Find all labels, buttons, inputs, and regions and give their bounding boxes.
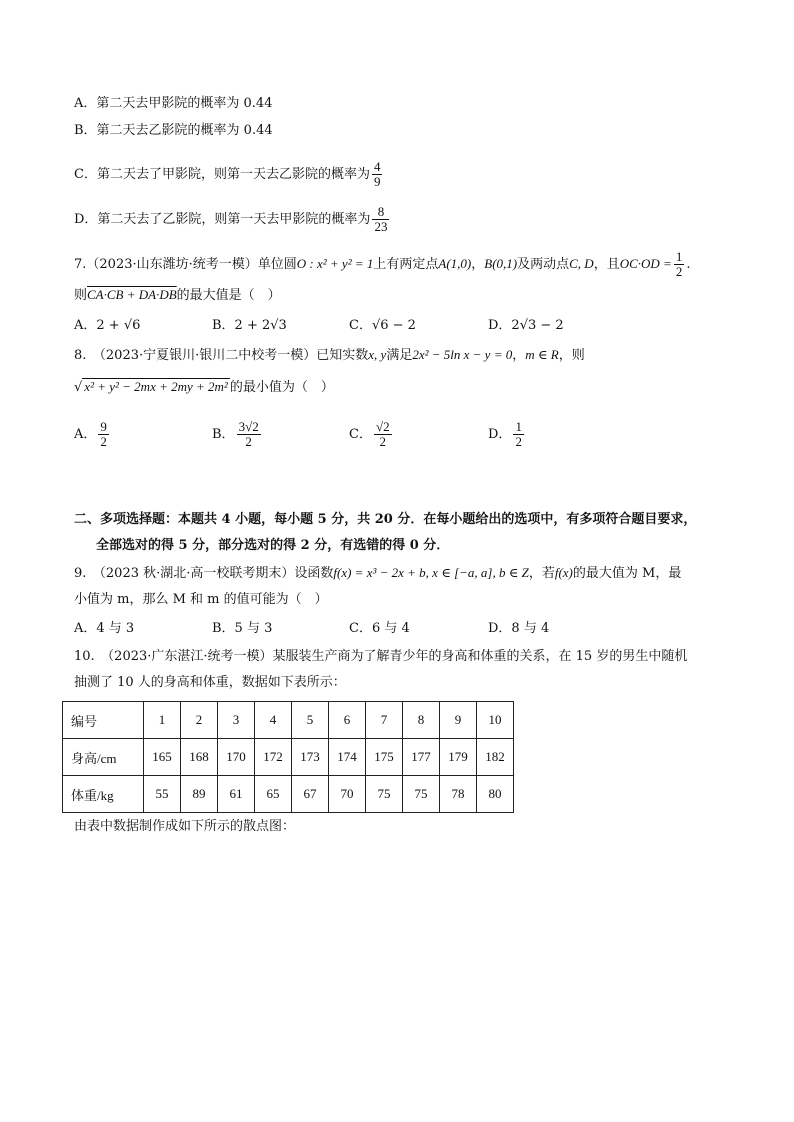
table-cell: 78 [440,776,477,813]
table-cell: 80 [477,776,514,813]
table-cell: 89 [181,776,218,813]
table-cell: 55 [144,776,181,813]
q7-option-d: D．2√3 − 2 [488,318,564,333]
table-cell: 179 [440,739,477,776]
table-cell: 177 [403,739,440,776]
q8-option-a: A． $\frac{9}{2}$ [74,419,107,449]
table-header-cell: 体重/kg [63,776,144,813]
q9-option-a: A．4 与 3 [74,621,135,636]
table-cell: 8 [403,702,440,739]
table-cell: 165 [144,739,181,776]
q10-stem-line2: 抽测了 10 人的身高和体重，数据如下表所示： [74,675,346,690]
table-cell: 168 [181,739,218,776]
table-cell: 182 [477,739,514,776]
q7-cond-fraction: $\frac{1}{2}$ [675,249,683,279]
table-cell: 10 [477,702,514,739]
table-cell: 7 [366,702,403,739]
q7-stem-line1: 7.（2023·山东潍坊·统考一模）单位圆O : x² + y² = 1上有两定点A(1,0)，B(0,1)及两动点C, D，且OC·OD = $\frac{1}{2}$ . [74,249,691,279]
table-cell: 4 [255,702,292,739]
q6-option-c: C．第二天去了甲影院，则第一天去乙影院的概率为 $\frac{4}{9}$ [74,159,381,189]
q9-option-d: D．8 与 4 [488,621,550,636]
table-cell: 75 [403,776,440,813]
table-row-height [63,739,514,776]
q7-option-c: C．√6 − 2 [349,318,416,333]
q9-stem-line1: 9. （2023 秋·湖北·高一校联考期末）设函数f(x) = x³ − 2x + b, x ∈ [−a, a], b ∈ Z，若f(x)的最大值为 M，最 [74,565,682,581]
q8-stem-line2: √ x² + y² − 2mx + 2my + 2m² 的最小值为（ ） [74,379,334,395]
table-cell: 65 [255,776,292,813]
table-header-cell: 身高/cm [63,739,144,776]
q8-option-b: B． $\frac{3√2}{2}$ [212,419,259,449]
table-cell: 75 [366,776,403,813]
q7-option-a: A．2 + √6 [74,318,141,333]
q9-stem-line2: 小值为 m，那么 M 和 m 的值可能为（ ） [74,592,328,607]
q6-option-b: B．第二天去乙影院的概率为 0.44 [74,123,273,138]
table-header-cell: 编号 [63,702,144,739]
table-cell: 170 [218,739,255,776]
section2-heading-line2: 全部选对的得 5 分，部分选对的得 2 分，有选错的得 0 分． [96,538,450,553]
q7-stem-line2: 则CA·CB + DA·DB的最大值是（ ） [74,287,281,303]
q6-option-d: D．第二天去了乙影院，则第一天去甲影院的概率为 $\frac{8}{23}$ [74,204,388,234]
table-cell: 5 [292,702,329,739]
q7-option-b: B．2 + 2√3 [212,318,287,333]
table-cell: 175 [366,739,403,776]
table-cell: 70 [329,776,366,813]
q6-option-a: A．第二天去甲影院的概率为 0.44 [74,96,273,111]
q6-c-fraction: $\frac{4}{9}$ [373,159,381,189]
table-row-id [63,702,514,739]
table-cell: 2 [181,702,218,739]
q10-stem-line1: 10. （2023·广东湛江·统考一模）某服装生产商为了解青少年的身高和体重的关系，在 15 岁的男生中随机 [74,649,688,664]
table-cell: 174 [329,739,366,776]
table-cell: 6 [329,702,366,739]
q8-option-d: D． $\frac{1}{2}$ [488,419,522,449]
q8-stem-line1: 8. （2023·宁夏银川·银川二中校考一模）已知实数x, y满足2x² − 5ln x − y = 0，m ∈ R，则 [74,347,585,363]
table-cell: 172 [255,739,292,776]
table-cell: 67 [292,776,329,813]
table-cell: 1 [144,702,181,739]
height-weight-table [62,701,514,813]
q6-d-fraction: $\frac{8}{23}$ [374,204,388,234]
q10-after-table: 由表中数据制作成如下所示的散点图： [74,819,296,834]
q9-option-c: C．6 与 4 [349,621,410,636]
section2-heading-line1: 二、多项选择题：本题共 4 小题，每小题 5 分，共 20 分．在每小题给出的选项中，有多项符合题目要求， [74,512,697,527]
table-cell: 9 [440,702,477,739]
table-cell: 61 [218,776,255,813]
q9-option-b: B．5 与 3 [212,621,273,636]
q8-option-c: C． $\frac{√2}{2}$ [349,419,390,449]
table-row-weight [63,776,514,813]
table-cell: 3 [218,702,255,739]
table-cell: 173 [292,739,329,776]
